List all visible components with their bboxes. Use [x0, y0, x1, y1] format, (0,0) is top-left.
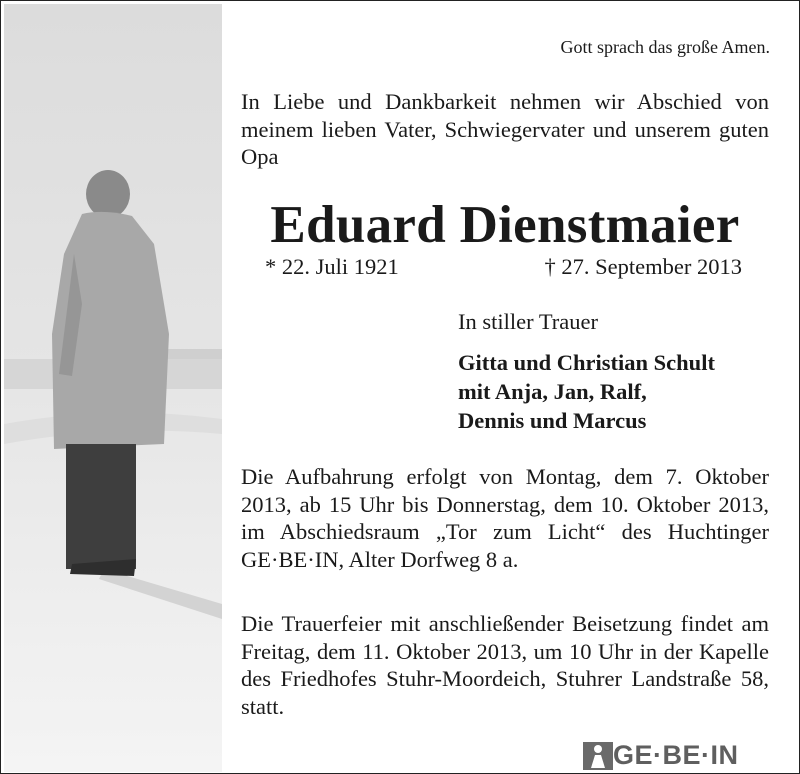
bible-quote: Gott sprach das große Amen. [560, 37, 770, 57]
gebein-logo-text: GE·BE·IN [613, 740, 739, 770]
deceased-name: Eduard Dienstmaier [270, 196, 740, 254]
intro-text: In Liebe und Dankbarkeit nehmen wir Abschied von meinem lieben Vater, Schwiegervater und unserem guten Opa [241, 89, 769, 169]
gebein-logo-icon [583, 742, 613, 770]
family-line: mit Anja, Jan, Ralf, [458, 379, 647, 404]
mourning-label: In stiller Trauer [458, 309, 598, 334]
family-line: Dennis und Marcus [458, 408, 647, 433]
family-names [458, 348, 715, 435]
birth-date: * 22. Juli 1921 [265, 254, 399, 279]
viewing-paragraph: Die Aufbahrung erfolgt von Montag, dem 7. Oktober 2013, ab 15 Uhr bis Donnerstag, dem 10. Oktober 2013, im Abschiedsraum „Tor zum Licht“ des Huchtinger GE·BE·IN, Alter Dorfweg 8 a. [241, 464, 769, 572]
beach-photo [4, 4, 222, 772]
family-line: Gitta und Christian Schult [458, 350, 715, 375]
funeral-paragraph: Die Trauerfeier mit anschließender Beisetzung findet am Freitag, dem 11. Oktober 2013, um 10 Uhr in der Kapelle des Friedhofes Stuhr-Moordeich, Stuhrer Landstraße 58, statt. [241, 611, 769, 719]
gebein-logo [583, 740, 739, 771]
death-date: † 27. September 2013 [544, 254, 742, 279]
